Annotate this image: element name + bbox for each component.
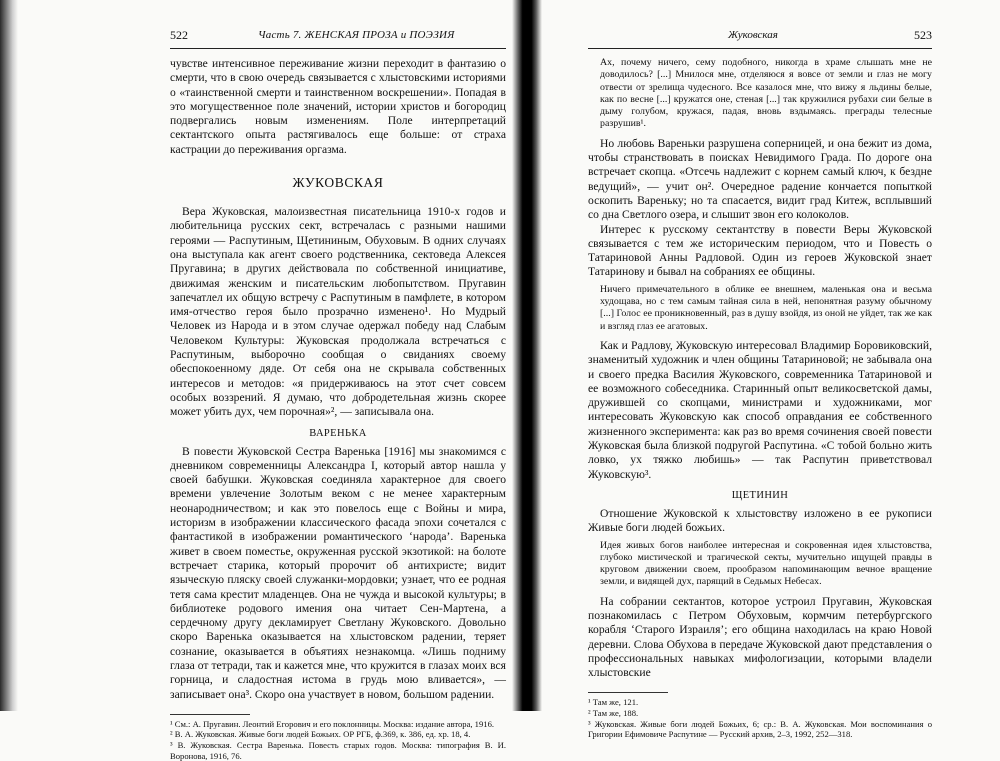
quote-text: Ах, почему ничего, сему подобного, никогда в храме слышать мне не доводилось? [...] Мнилося мне, отделяюся я вовсе от земли и глаз не могу отвести от зрелища чудесного. Все казалося мне, что вижу я льдины белые, как по весне [...] кружатся оне, стеная [...] так кружилися рубахи сии белые в дыму голубом, кружася, падая, вновь вздымаясь. преграды телесные разрушив¹. bbox=[600, 57, 932, 130]
book-gutter bbox=[512, 0, 542, 711]
right-head-rule bbox=[588, 48, 932, 49]
left-footnote: ³ В. Жуковская. Сестра Варенька. Повесть старых годов. Москва: типография В. И. Воронова, 1916, 76. bbox=[170, 740, 506, 761]
quote-block bbox=[588, 57, 932, 131]
left-running-head bbox=[170, 28, 506, 46]
left-footnote: ² В. А. Жуковская. Живые боги людей Божьих. ОР РГБ, ф.369, к. 386, ед. хр. 18, 4. bbox=[170, 729, 471, 740]
right-running-title: Жуковская bbox=[728, 29, 778, 41]
left-footnote: ¹ См.: А. Пругавин. Леонтий Егорович и его поклонницы. Москва: издание автора, 1916. bbox=[170, 718, 495, 729]
section-paragraph: Вера Жуковская, малоизвестная писательница 1910-х годов и любительница русских сект, встречалась с разными нашими героями — Распутиным, Щетининым, Обуховым. В одних случаях она выступала как агент своего родственника, сектоведа Алексея Пругавина; в других действовала по собственной инициативе, движимая женским и писательским любопытством. Пругавин запечатлел их общую встречу с Распутиным в памфлете, в котором имя-отчество героя было прозрачно изменено¹. Но Мудрый Человек из Народа и в этом случае одержал победу над Слабым Человеком Культуры: Жуковская продолжала встречаться с Распутиным, выборочно сообщая о свиданиях своему обеспокоенному дяде. От себя она не скрывала собственных интересов и методов: «я придерживаюсь на этот счет совсем особых воззрений. Я думаю, что добродетельная жизнь скорее может убить дух, чем порочная»², — записывала она. bbox=[170, 205, 506, 419]
right-paragraph: На собрании сектантов, которое устроил Пругавин, Жуковская познакомилась с Петром Обуховым, кормчим петербургского корабля ‘Старого Израиля’; его община находилась на краю Новой деревни. Слова Обухова в передаче Жуковской дают представления о профессиональных навыках мифологизации, которыми владели хлыстовские bbox=[588, 594, 932, 680]
left-running-title: Часть 7. ЖЕНСКАЯ ПРОЗА и ПОЭЗИЯ bbox=[258, 29, 455, 41]
quote-text: Ничего примечательного в облике ее внешнем, маленькая она и весьма худощава, но с тем самым тайная сила в ней, непонятная разуму обычному [...] Голос ее проникновенный, раз в душу взойдя, из оной не уйдет, так же как и взгляд глаз ее агатовых. bbox=[600, 283, 932, 332]
subsection-title-shchetinin: ЩЕТИНИН bbox=[731, 489, 789, 501]
section-title: ЖУКОВСКАЯ bbox=[292, 175, 384, 191]
right-paragraph: Отношение Жуковской к хлыстовству изложено в ее рукописи Живые боги людей божьих. bbox=[588, 506, 932, 535]
right-running-head bbox=[588, 28, 932, 46]
right-footnote-rule bbox=[588, 692, 668, 693]
right-footnote: ¹ Там же, 121. bbox=[588, 697, 639, 708]
left-intro-paragraph: чувстве интенсивное переживание жизни переходит в фантазию о смерти, что в свою очередь связывается с хлыстовскими историями о «таинственной смерти и таинственном воскрешении». Попадая в это могущественное поле значений, истории христов и богородиц подвергались новым изменениям. Поле интерпретаций сектантского опыта растягивалось еще больше: от страха кастрации до переживания оргазма. bbox=[170, 57, 506, 156]
right-paragraph: Интерес к русскому сектантству в повести Веры Жуковской связывается с тем же историческим периодом, что и Повесть о Татариновой Анны Радловой. Один из героев Жуковской знает Татаринову и бывал на собраниях ее общины. bbox=[588, 222, 932, 279]
subsection-paragraph-varenka: В повести Жуковской Сестра Варенька [1916] мы знакомимся с дневником современницы Александра I, который автор нашла у своей бабушки. Жуковская соединяла характерное для своего времени увлечение Золотым веком с не менее характерным неонародничеством; и как это повелось еще с Войны и мира, историзм в изображении классического фасада эпохи сочетался с фантастикой в изображении романтического ‘народа’. Варенька живет в своем поместье, окруженная русской экзотикой: на болоте встречает старика, который пророчит об антихристе; видит языческую пляску своей служанки-мордовки; узнает, что ее родная тетя сама крестит младенцев. Она не чужда и высокой культуры; в библиотеке родового имения она читает Сен-Мартена, а сердечному другу декламирует Светлану Жуковского. Довольно скоро Варенька оказывается на хлыстовском радении, теряет сознание, оказывается в объятиях незнакомца. «Лишь подниму глаза от тетради, так и кажется мне, что кружится в глазах моих вся горница, и сладостная истома в грудь мою вливается», — записывает она³. Скоро она участвует в новом, большом радении. bbox=[170, 444, 506, 701]
left-page-number: 522 bbox=[170, 28, 188, 42]
quote-block bbox=[588, 284, 932, 333]
right-footnote: ² Там же, 188. bbox=[588, 708, 639, 719]
quote-block bbox=[588, 540, 932, 589]
right-paragraph: Как и Радлову, Жуковскую интересовал Владимир Боровиковский, знаменитый художник и член общины Татариновой; не забывала она и своего предка Василия Жуковского, современника Татариновой и ее возможного собеседника. Старинный опыт великосветской дамы, дружившей со скопцами, министрами и художниками, мог интересовать Жуковскую как способ оправдания ее собственного жизненного эксперимента: как раз во время сочинения своей повести Жуковская была близкой подругой Распутина. «С тобой больно жить ловко, ух тяжко любишь» — так Распутин приветствовал Жуковскую³. bbox=[588, 338, 932, 481]
right-footnote: ³ Жуковская. Живые боги людей Божьих, 6; ср.: В. А. Жуковская. Мои воспоминания о Григории Ефимовиче Распутине — Русский архив, 2–3, 1992, 252—318. bbox=[588, 718, 932, 740]
left-footnote-rule bbox=[170, 714, 250, 715]
quote-text: Идея живых богов наиболее интересная и сокровенная идея хлыстовства, глубоко мистической и трагической секты, мучительно ищущей правды в круговом движении своем, прообразом напоминающим вечное вращение земли, и видящей дух, парящий в Седьмых Небесах. bbox=[600, 539, 932, 588]
right-paragraph: Но любовь Вареньки разрушена соперницей, и она бежит из дома, чтобы странствовать в поисках Невидимого Града. По дороге она встречает скопца. «Отсечь надлежит с корнем самый ключ, к бездне ведущий», — учит он². Очередное радение кончается попыткой оскопить Вареньку; но та спасается, видит град Китеж, всплывший со дна Светлого озера, и слышит звон его колоколов. bbox=[588, 136, 932, 222]
subsection-title-varenka: ВАРЕНЬКА bbox=[309, 427, 367, 439]
left-head-rule bbox=[170, 48, 506, 49]
right-page-number: 523 bbox=[914, 28, 932, 42]
left-page bbox=[170, 28, 506, 761]
right-page bbox=[588, 28, 932, 740]
scan-edge-shadow bbox=[0, 0, 18, 711]
